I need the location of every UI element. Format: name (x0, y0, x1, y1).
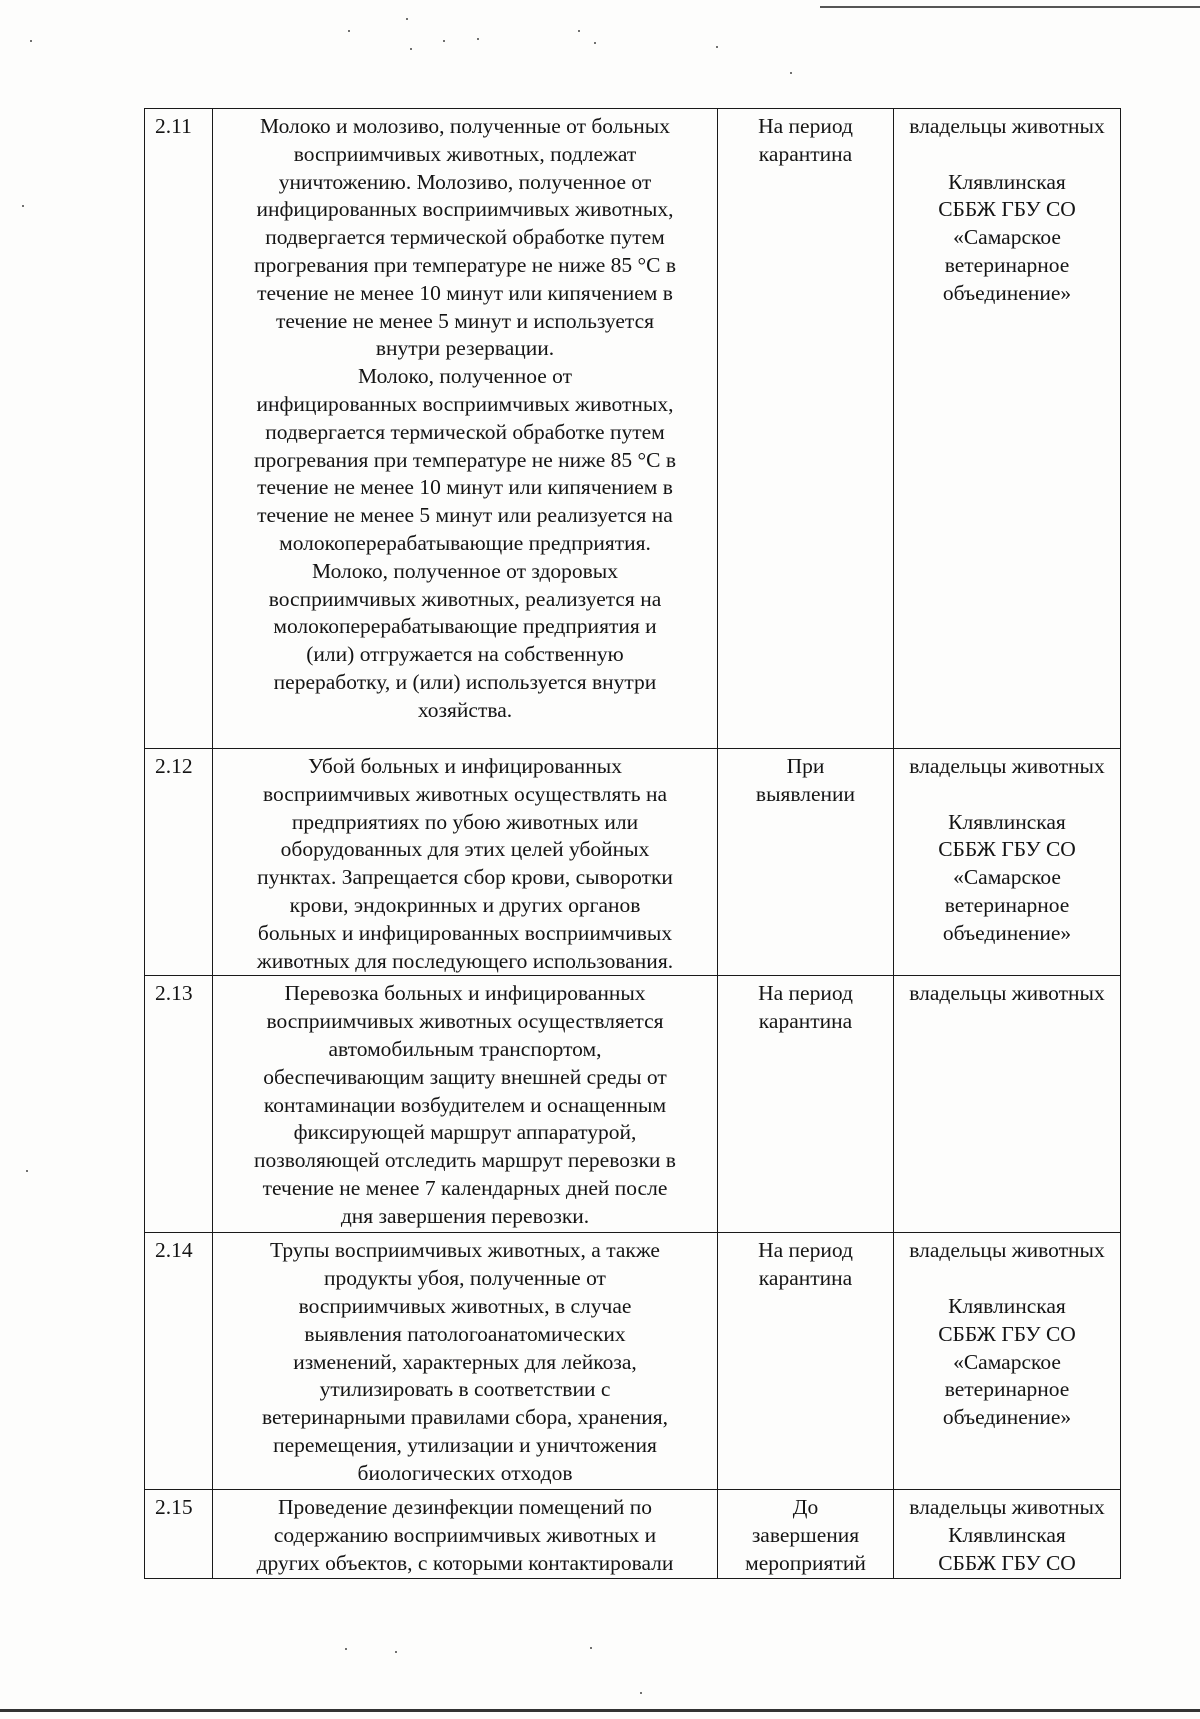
measures-table (144, 108, 1121, 1579)
responsible-org-line: Клявлинская (948, 809, 1066, 834)
description-line: внутри резервации. (375, 336, 555, 361)
description-line: (или) отгружается на собственную (306, 642, 624, 667)
scan-speck (406, 18, 408, 20)
table-row (145, 109, 1121, 749)
table-row (145, 1490, 1121, 1578)
term-line: выявлении (755, 781, 856, 806)
term-line: завершения (751, 1523, 860, 1548)
responsible-owner: владельцы животных (909, 114, 1105, 138)
row-number: 2.13 (145, 976, 213, 1233)
description-line: течение не менее 10 минут или кипячением в (257, 280, 673, 305)
description-line: предприятиях по убою животных или (291, 809, 639, 834)
measure-description (213, 1233, 718, 1490)
responsible-org-line: Клявлинская (948, 1293, 1066, 1318)
responsible-org-line: объединение» (942, 920, 1072, 945)
description-line: Трупы восприимчивых животных, а также (270, 1238, 660, 1263)
description-line: позволяющей отследить маршрут перевозки в (254, 1148, 676, 1173)
description-line: изменений, характерных для лейкоза, (293, 1349, 637, 1374)
responsible-owner: владельцы животных (909, 1238, 1105, 1263)
description-line: автомобильным транспортом, (328, 1036, 602, 1061)
description-line: прогревания при температуре не ниже 85 °С в (253, 252, 677, 277)
description-line: контаминации возбудителем и оснащенным (263, 1092, 667, 1117)
responsible-org-line: Клявлинская (948, 169, 1066, 194)
row-number: 2.15 (145, 1490, 213, 1578)
responsible-org-line: ветеринарное (944, 892, 1070, 917)
responsible-org-line: ветеринарное (944, 252, 1070, 277)
responsible-org-line: СББЖ ГБУ СО (938, 837, 1076, 862)
description-line: крови, эндокринных и других органов (289, 892, 641, 917)
spacer (898, 781, 1116, 809)
measures-table-body (145, 109, 1121, 1579)
description-line: течение не менее 7 календарных дней после (262, 1175, 668, 1200)
scan-speck (22, 205, 24, 207)
term-line: карантина (758, 141, 853, 166)
term-line: При (786, 754, 825, 778)
spacer (898, 1265, 1116, 1293)
responsible-owner: владельцы животных (909, 1495, 1105, 1520)
description-line: дня завершения перевозки. (340, 1203, 590, 1228)
term-line: карантина (758, 1009, 853, 1034)
description-line: подвергается термической обработке путем (265, 419, 665, 444)
scan-speck (590, 1647, 592, 1649)
scan-speck (790, 72, 792, 74)
responsible-parties (894, 976, 1121, 1233)
description-line: фиксирующей маршрут аппаратурой, (293, 1120, 637, 1145)
description-line: течение не менее 5 минут или реализуется на (257, 503, 673, 528)
responsible-owner: владельцы животных (909, 754, 1105, 778)
table-row (145, 1233, 1121, 1490)
measure-description (213, 976, 718, 1233)
row-number: 2.11 (145, 109, 213, 749)
responsible-org-line: СББЖ ГБУ СО (938, 1550, 1076, 1575)
measure-term (718, 749, 894, 976)
description-line: течение не менее 5 минут и используется (275, 308, 655, 333)
measure-description (213, 1490, 718, 1578)
row-number: 2.14 (145, 1233, 213, 1490)
description-line: содержанию восприимчивых животных и (273, 1523, 657, 1548)
scan-speck (443, 40, 445, 42)
scan-speck (26, 1170, 28, 1172)
description-line: обеспечивающим защиту внешней среды от (263, 1064, 667, 1089)
description-line: ветеринарными правилами сбора, хранения, (261, 1405, 669, 1430)
responsible-org-line: объединение» (942, 1405, 1072, 1430)
scan-speck (345, 1648, 347, 1650)
responsible-parties (894, 109, 1121, 749)
scan-speck (578, 30, 580, 32)
description-line: переработку, и (или) используется внутри (273, 669, 657, 694)
description-line: течение не менее 10 минут или кипячением в (257, 475, 673, 500)
responsible-owner: владельцы животных (909, 981, 1105, 1006)
responsible-org-line: «Самарское (953, 1349, 1061, 1374)
description-line: Убой больных и инфицированных (308, 754, 622, 778)
scan-speck (395, 1651, 397, 1653)
description-line: восприимчивых животных осуществляется (266, 1009, 664, 1034)
responsible-parties (894, 1490, 1121, 1578)
description-line: пунктах. Запрещается сбор крови, сыворотки (257, 865, 673, 890)
description-line: инфицированных восприимчивых животных, (256, 391, 674, 416)
description-line: молокоперерабатывающие предприятия. (279, 530, 651, 555)
description-line: уничтожению. Молозиво, полученное от (278, 169, 652, 194)
description-line: инфицированных восприимчивых животных, (256, 197, 674, 222)
description-line: продукты убоя, полученные от (324, 1266, 606, 1291)
description-line: выявления патологоанатомических (304, 1321, 626, 1346)
spacer (898, 141, 1116, 169)
term-line: карантина (758, 1266, 853, 1291)
term-line: На период (758, 1238, 853, 1263)
table-row (145, 749, 1121, 976)
description-line: перемещения, утилизации и уничтожения (273, 1432, 657, 1457)
scan-speck (348, 30, 350, 32)
responsible-org-line: объединение» (942, 280, 1072, 305)
term-line: мероприятий (745, 1550, 866, 1575)
scan-speck (594, 42, 596, 44)
measure-term (718, 1490, 894, 1578)
term-line: До (792, 1495, 819, 1520)
row-number: 2.12 (145, 749, 213, 976)
scan-speck (30, 40, 32, 42)
responsible-org-line: СББЖ ГБУ СО (938, 197, 1076, 222)
responsible-org-line: Клявлинская (948, 1523, 1066, 1548)
responsible-org-line: «Самарское (953, 865, 1061, 890)
responsible-parties (894, 749, 1121, 976)
description-line: молокоперерабатывающие предприятия и (273, 614, 657, 639)
description-line: Молоко и молозиво, полученные от больных (259, 114, 670, 138)
scan-edge-top (820, 6, 1200, 8)
scan-speck (477, 38, 479, 40)
scan-edge-bottom (0, 1709, 1200, 1712)
term-line: На период (758, 114, 853, 138)
measure-description (213, 749, 718, 976)
description-line: подвергается термической обработке путем (265, 225, 665, 250)
scan-speck (640, 1692, 642, 1694)
description-line: утилизировать в соответствии с (319, 1377, 611, 1402)
responsible-org-line: СББЖ ГБУ СО (938, 1321, 1076, 1346)
description-line: хозяйства. (417, 697, 513, 722)
description-line: восприимчивых животных осуществлять на (262, 781, 668, 806)
description-line: Перевозка больных и инфицированных (284, 981, 646, 1006)
description-line: восприимчивых животных, реализуется на (268, 586, 662, 611)
description-line: биологических отходов (357, 1460, 573, 1485)
description-line: других объектов, с которыми контактировали (256, 1550, 674, 1575)
scan-speck (410, 48, 412, 50)
description-line: оборудованных для этих целей убойных (280, 837, 650, 862)
measure-description (213, 109, 718, 749)
description-line: животных для последующего использования. (256, 948, 674, 973)
responsible-org-line: «Самарское (953, 225, 1061, 250)
term-line: На период (758, 981, 853, 1006)
measure-term (718, 109, 894, 749)
responsible-org-line: ветеринарное (944, 1377, 1070, 1402)
measure-term (718, 976, 894, 1233)
table-row (145, 976, 1121, 1233)
measure-term (718, 1233, 894, 1490)
description-line: восприимчивых животных, в случае (298, 1293, 632, 1318)
description-line: Молоко, полученное от (358, 364, 572, 389)
description-line: восприимчивых животных, подлежат (293, 141, 637, 166)
scan-speck (716, 46, 718, 48)
description-line: больных и инфицированных восприимчивых (257, 920, 673, 945)
responsible-parties (894, 1233, 1121, 1490)
description-line: прогревания при температуре не ниже 85 °С в (253, 447, 677, 472)
description-line: Молоко, полученное от здоровых (311, 558, 618, 583)
description-line: Проведение дезинфекции помещений по (277, 1495, 653, 1520)
